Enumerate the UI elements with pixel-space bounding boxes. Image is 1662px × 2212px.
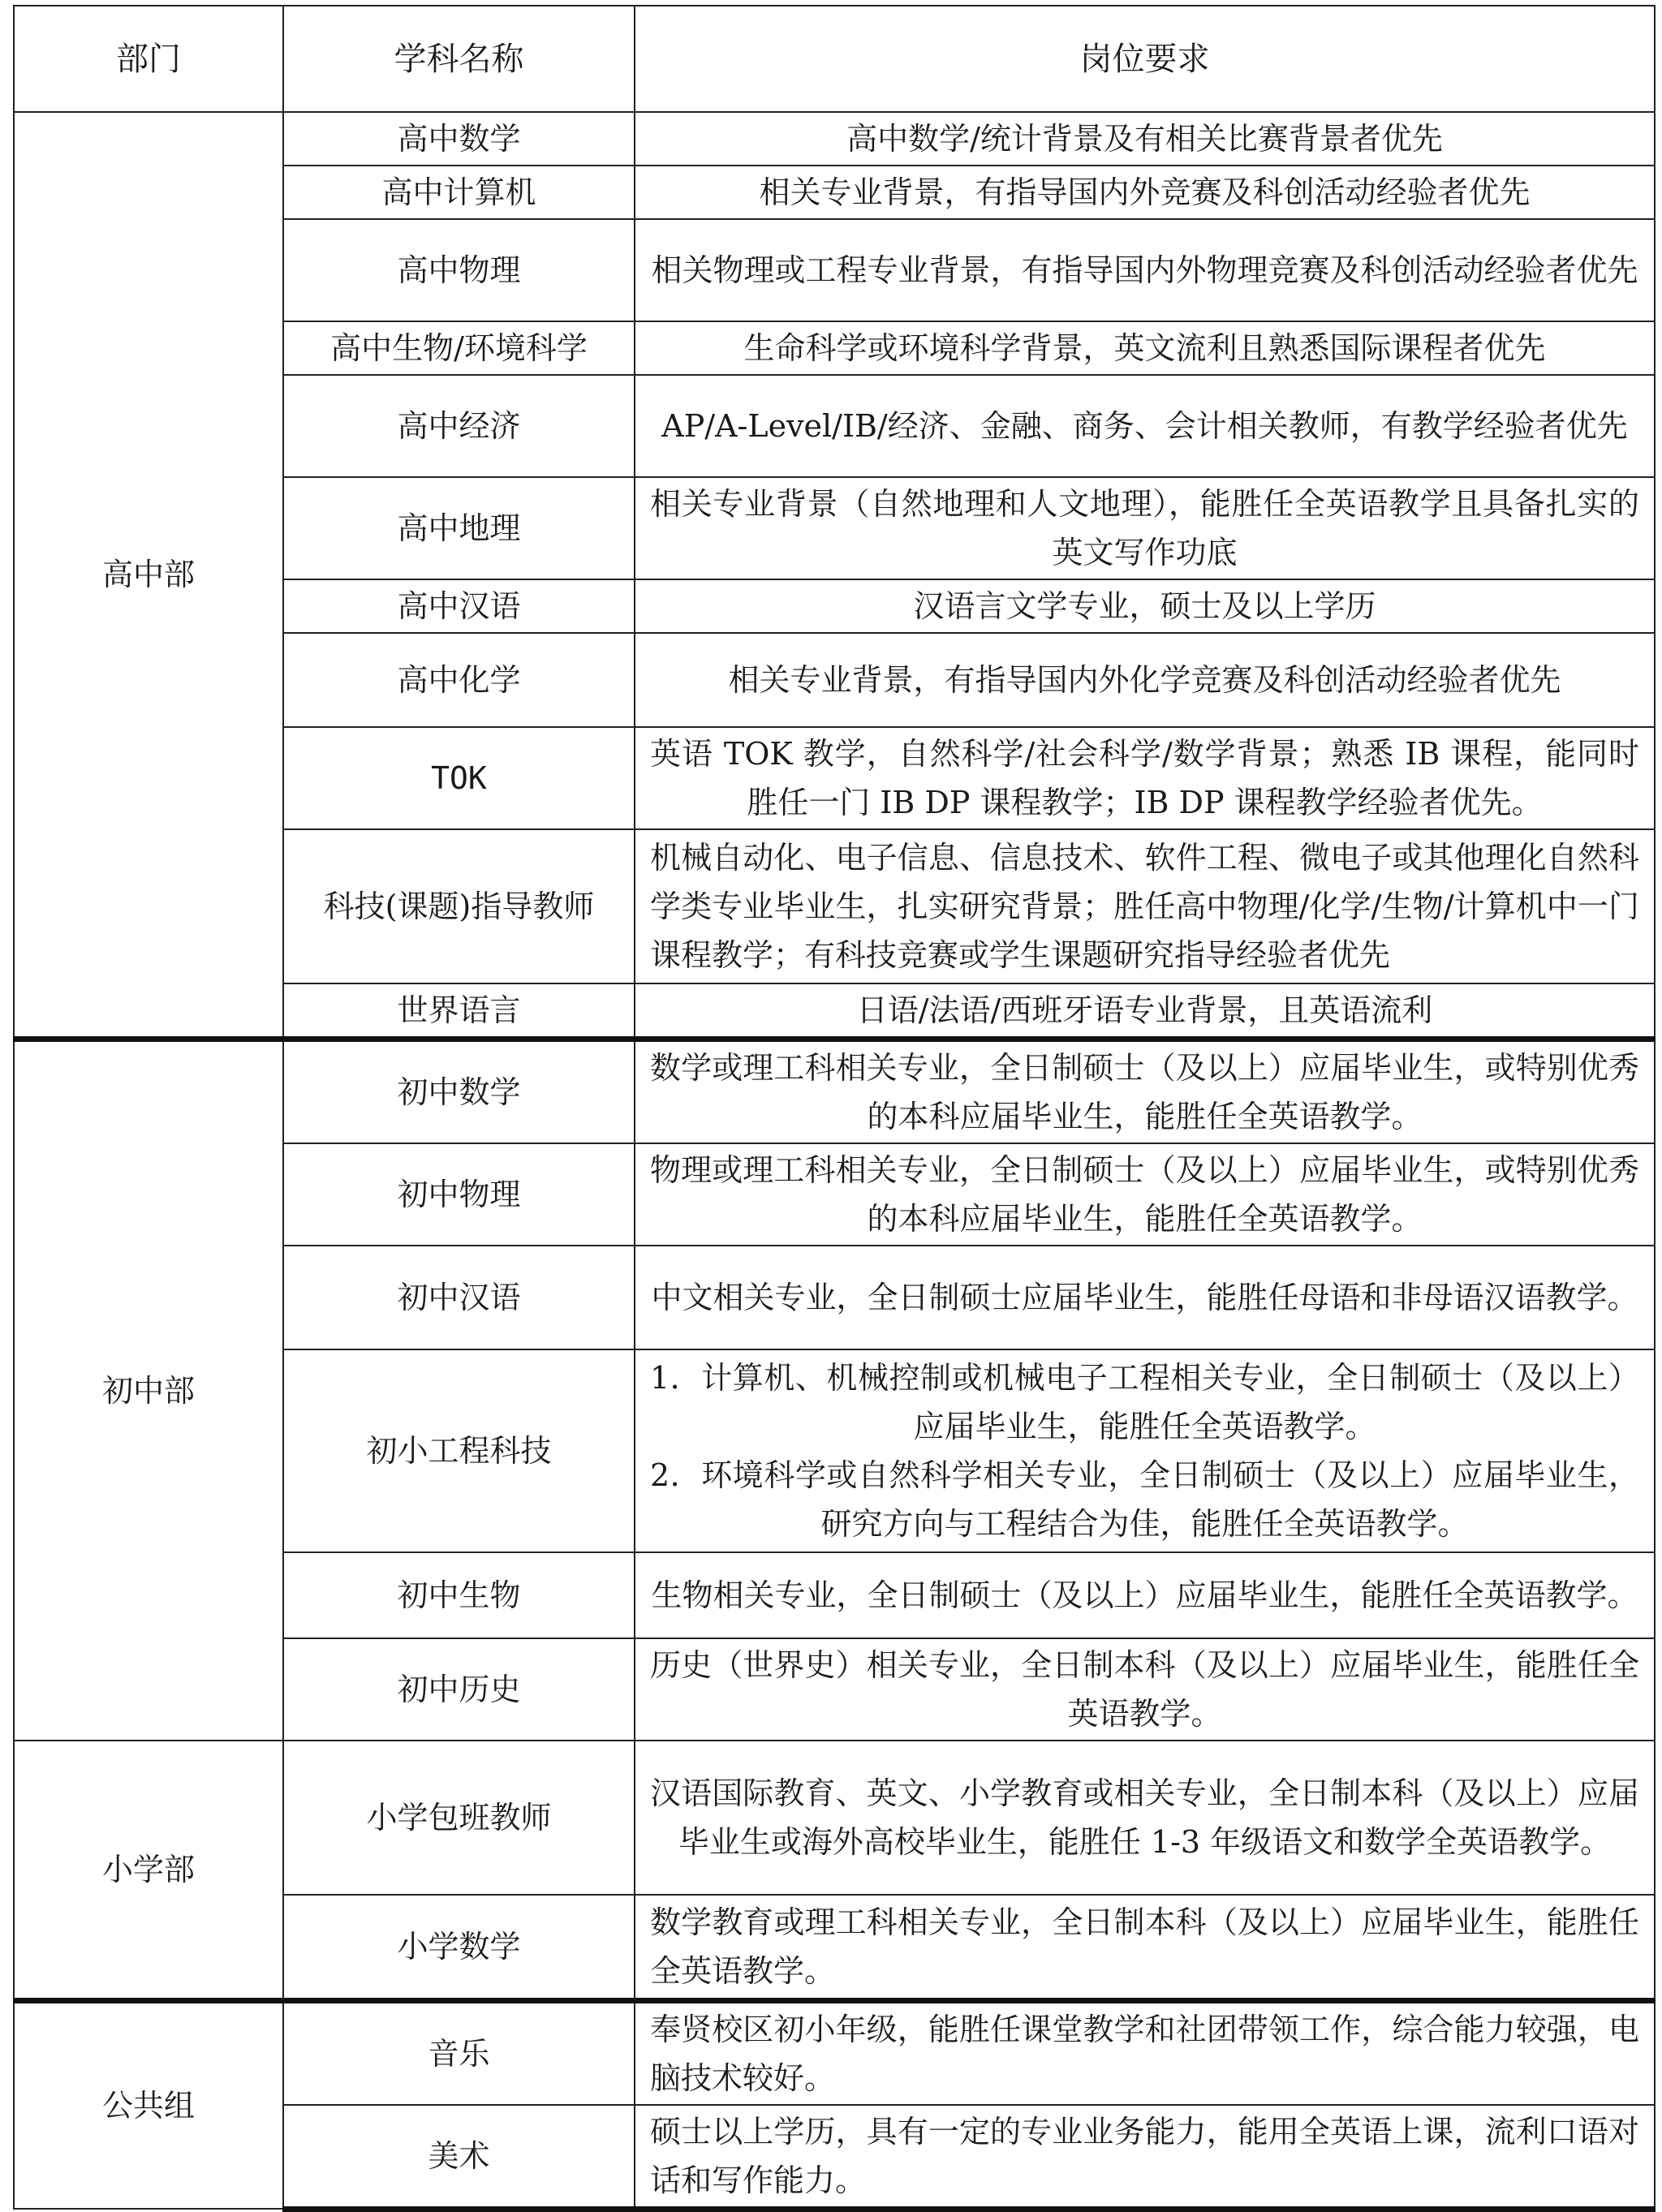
- subject-cell: 音乐: [283, 2000, 635, 2105]
- subject-cell: 科技(课题)指导教师: [283, 829, 635, 983]
- requirements-cell: 相关物理或工程专业背景，有指导国内外物理竞赛及科创活动经验者优先: [635, 219, 1655, 321]
- requirements-cell: 相关专业背景，有指导国内外竞赛及科创活动经验者优先: [635, 166, 1655, 219]
- subject-cell: 初小工程科技: [283, 1349, 635, 1552]
- requirements-cell: 生物相关专业，全日制硕士（及以上）应届毕业生，能胜任全英语教学。: [635, 1552, 1655, 1638]
- subject-cell: TOK: [283, 727, 635, 829]
- subject-cell: 高中经济: [283, 375, 635, 477]
- subject-cell: 初中历史: [283, 1638, 635, 1741]
- requirements-cell: 数学教育或理工科相关专业，全日制本科（及以上）应届毕业生，能胜任全英语教学。: [635, 1895, 1655, 2000]
- job-requirements-table: [13, 5, 1656, 2212]
- requirement-item-1: 1．计算机、机械控制或机械电子工程相关专业，全日制硕士（及以上）应届毕业生，能胜任全英语教学。: [650, 1360, 1639, 1444]
- requirements-cell: AP/A-Level/IB/经济、金融、商务、会计相关教师，有教学经验者优先: [635, 375, 1655, 477]
- subject-cell: 初中汉语: [283, 1246, 635, 1349]
- requirements-cell: [635, 1349, 1655, 1552]
- subject-cell: 小学包班教师: [283, 1741, 635, 1895]
- table-row: [14, 112, 1655, 166]
- requirements-cell: 机械自动化、电子信息、信息技术、软件工程、微电子或其他理化自然科学类专业毕业生，扎实研究背景；胜任高中物理/化学/生物/计算机中一门课程教学；有科技竞赛或学生课题研究指导经验者优先: [635, 829, 1655, 983]
- requirements-cell: 硕士以上学历，具有一定的专业业务能力，能用全英语上课，流利口语对话和写作能力。: [635, 2105, 1655, 2210]
- subject-cell: 高中生物/环境科学: [283, 321, 635, 375]
- requirements-cell: 日语/法语/西班牙语专业背景，且英语流利: [635, 983, 1655, 1039]
- requirements-cell: 物理或理工科相关专业，全日制硕士（及以上）应届毕业生，或特别优秀的本科应届毕业生，能胜任全英语教学。: [635, 1143, 1655, 1246]
- subject-cell: 初中物理: [283, 1143, 635, 1246]
- table-row: [14, 2000, 1655, 2105]
- requirements-cell: 中文相关专业，全日制硕士应届毕业生，能胜任母语和非母语汉语教学。: [635, 1246, 1655, 1349]
- requirements-cell: 汉语国际教育、英文、小学教育或相关专业，全日制本科（及以上）应届毕业生或海外高校毕业生，能胜任 1-3 年级语文和数学全英语教学。: [635, 1741, 1655, 1895]
- subject-cell: 世界语言: [283, 983, 635, 1039]
- subject-cell: 高中化学: [283, 633, 635, 727]
- subject-cell: 高中计算机: [283, 166, 635, 219]
- subject-cell: 高中汉语: [283, 579, 635, 633]
- requirements-cell: 高中数学/统计背景及有相关比赛背景者优先: [635, 112, 1655, 166]
- requirements-cell: 奉贤校区初小年级，能胜任课堂教学和社团带领工作，综合能力较强，电脑技术较好。: [635, 2000, 1655, 2105]
- requirements-cell: 相关专业背景，有指导国内外化学竞赛及科创活动经验者优先: [635, 633, 1655, 727]
- requirements-cell: 生命科学或环境科学背景，英文流利且熟悉国际课程者优先: [635, 321, 1655, 375]
- table-row: [14, 1039, 1655, 1144]
- department-cell: 初中部: [14, 1039, 283, 1741]
- subject-cell: 初中数学: [283, 1039, 635, 1144]
- requirement-item-2: 2．环境科学或自然科学相关专业，全日制硕士（及以上）应届毕业生，研究方向与工程结合为佳，能胜任全英语教学。: [650, 1457, 1639, 1542]
- subject-cell: 高中数学: [283, 112, 635, 166]
- requirements-cell: 英语 TOK 教学，自然科学/社会科学/数学背景；熟悉 IB 课程，能同时胜任一门 IB DP 课程教学；IB DP 课程教学经验者优先。: [635, 727, 1655, 829]
- department-cell: 小学部: [14, 1741, 283, 2000]
- requirements-cell: 汉语言文学专业，硕士及以上学历: [635, 579, 1655, 633]
- subject-cell: 美术: [283, 2105, 635, 2210]
- department-cell: 高中部: [14, 112, 283, 1039]
- header-subject: 学科名称: [283, 6, 635, 112]
- table-row: [14, 1741, 1655, 1895]
- requirements-cell: 数学或理工科相关专业，全日制硕士（及以上）应届毕业生，或特别优秀的本科应届毕业生，能胜任全英语教学。: [635, 1039, 1655, 1144]
- department-cell: 公共组: [14, 2000, 283, 2209]
- table-header-row: [14, 6, 1655, 112]
- header-requirements: 岗位要求: [635, 6, 1655, 112]
- subject-cell: 高中地理: [283, 477, 635, 579]
- subject-cell: 初中生物: [283, 1552, 635, 1638]
- header-department: 部门: [14, 6, 283, 112]
- requirements-cell: 相关专业背景（自然地理和人文地理），能胜任全英语教学且具备扎实的英文写作功底: [635, 477, 1655, 579]
- subject-cell: 高中物理: [283, 219, 635, 321]
- requirements-cell: 历史（世界史）相关专业，全日制本科（及以上）应届毕业生，能胜任全英语教学。: [635, 1638, 1655, 1741]
- subject-cell: 小学数学: [283, 1895, 635, 2000]
